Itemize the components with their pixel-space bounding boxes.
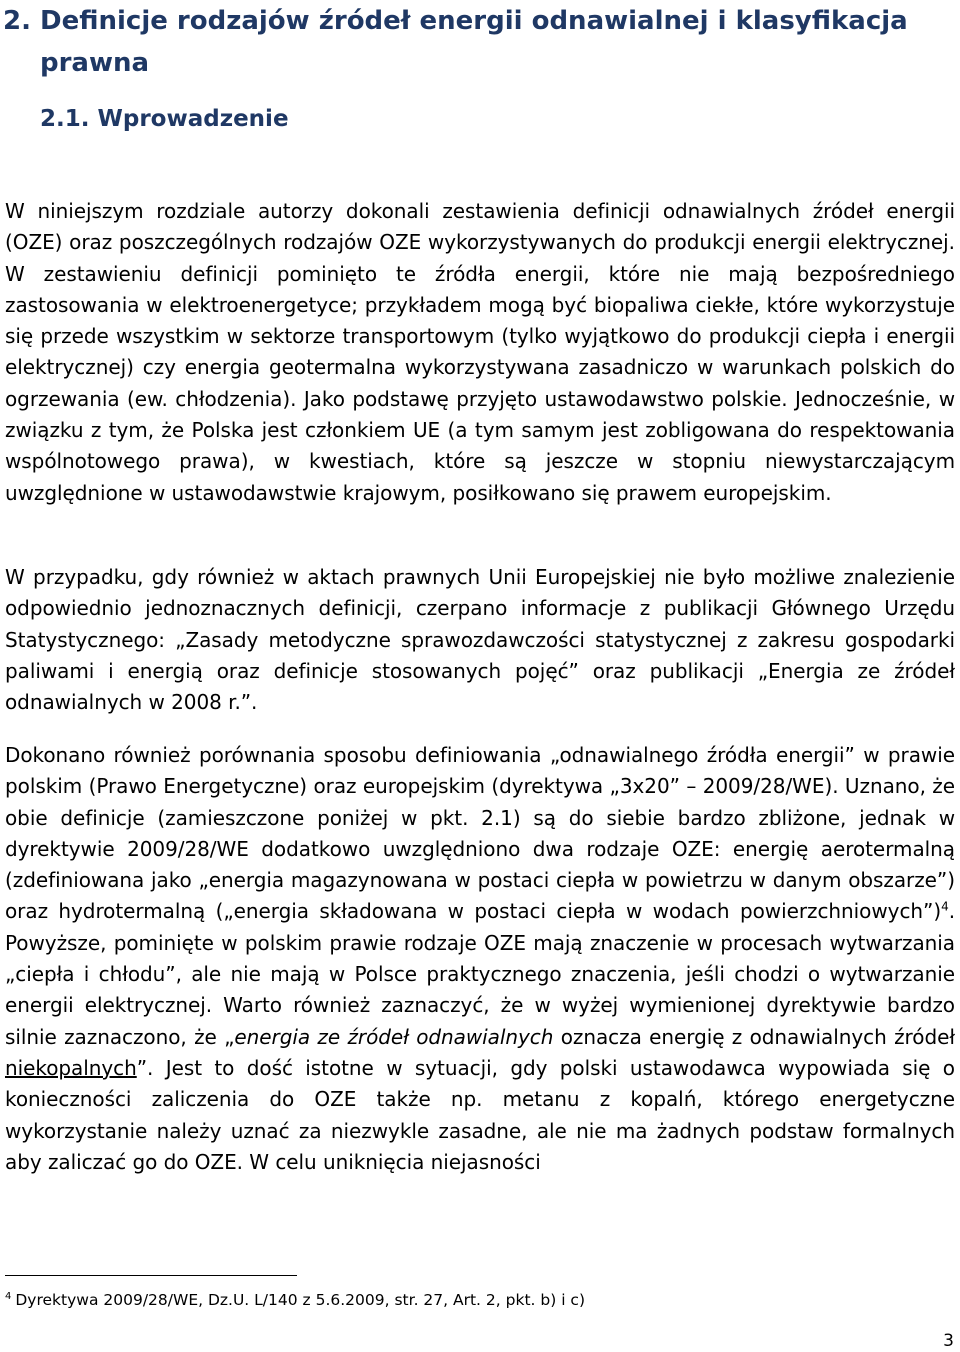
paragraph-sources: W przypadku, gdy również w aktach prawnych Unii Europejskiej nie było możliwe znalezienie odpowiednio jednoznacznych definicji, czerpano informacje z publikacji Głównego Urzędu Statystycznego: „Zasady metodyczne sprawozdawczości statystycznej z zakresu gospodarki paliwami i energią oraz definicje stosowanych pojęć” oraz publikacji „Energia ze źródeł odnawialnych w 2008 r.”.: [5, 565, 955, 715]
section-title: 2.1. Wprowadzenie: [40, 106, 289, 132]
page-number: 3: [943, 1331, 954, 1351]
underlined-term: niekopalnych: [5, 1055, 137, 1080]
chapter-title-line-2: prawna: [40, 48, 150, 78]
paragraph-comparison-part-4: ”. Jest to dość istotne w sytuacji, gdy polski ustawodawca wypowiada się o konieczności zaliczenia do OZE także np. metanu z kopalń, którego energetyczne wykorzystanie należy uznać za niezwykle zasadne, ale nie ma żadnych podstaw formalnych aby zaliczać go do OZE. W celu uniknięcia niejasności: [5, 1055, 955, 1174]
chapter-title-line-1: Definicje rodzajów źródeł energii odnawialnej i klasyfikacja: [40, 6, 908, 36]
chapter-title: [3, 0, 958, 84]
footnote: [5, 1289, 585, 1311]
paragraph-comparison-part-1: Dokonano również porównania sposobu definiowania „odnawialnego źródła energii” w prawie polskim (Prawo Energetyczne) oraz europejskim (dyrektywa „3x20” – 2009/28/WE). Uznano, że obie definicje (zamieszczone poniżej w pkt. 2.1) są do siebie bardzo zbliżone, jednak w dyrektywie 2009/28/WE dodatkowo uwzględniono dwa rodzaje OZE: energię aerotermalną (zdefiniowana jako „energia magazynowana w postaci ciepła w powietrzu w danym obszarze”) oraz hydrotermalną („energia składowana w postaci ciepła w wodach powierzchniowych”): [5, 743, 955, 924]
chapter-number: 2.: [3, 6, 31, 36]
paragraph-comparison-part-3: oznacza energię z odnawialnych źródeł: [553, 1024, 955, 1049]
paragraph-introduction: W niniejszym rozdziale autorzy dokonali zestawienia definicji odnawialnych źródeł energii (OZE) oraz poszczególnych rodzajów OZE wykorzystywanych do produkcji energii elektrycznej. W zestawieniu definicji pominięto te źródła energii, które nie mają bezpośredniego zastosowania w elektroenergetyce; przykładem mogą być biopaliwa ciekłe, które wykorzystuje się przede wszystkim w sektorze transportowym (tylko wyjątkowo do produkcji ciepła i energii elektrycznej) czy energia geotermalna wykorzystywana zasadniczo w warunkach polskich do ogrzewania (ew. chłodzenia). Jako podstawę przyjęto ustawodawstwo polskie. Jednocześnie, w związku z tym, że Polska jest członkiem UE (a tym samym jest zobligowana do respektowania wspólnotowego prawa), w kwestiach, które są jeszcze w stopniu niewystarczającym uwzględnione w ustawodawstwie krajowym, posiłkowano się prawem europejskim.: [5, 199, 955, 505]
paragraph-comparison: [5, 740, 955, 1178]
footnote-separator: [5, 1275, 297, 1276]
footnote-marker: 4: [5, 1290, 12, 1302]
footnote-reference[interactable]: 4: [941, 899, 949, 914]
italic-term: energia ze źródeł odnawialnych: [234, 1024, 554, 1049]
footnote-text: Dyrektywa 2009/28/WE, Dz.U. L/140 z 5.6.2009, str. 27, Art. 2, pkt. b) i c): [15, 1291, 585, 1309]
paragraph-comparison-part-2: . Powyższe, pominięte w polskim prawie rodzaje OZE mają znaczenie w procesach wytwarzania „ciepła i chłodu”, ale nie mają w Polsce praktycznego znaczenia, jeśli chodzi o wytwarzanie energii elektrycznej. Warto również zaznaczyć, że w wyżej wymienionej dyrektywie bardzo silnie zaznaczono, że „: [5, 899, 955, 1049]
